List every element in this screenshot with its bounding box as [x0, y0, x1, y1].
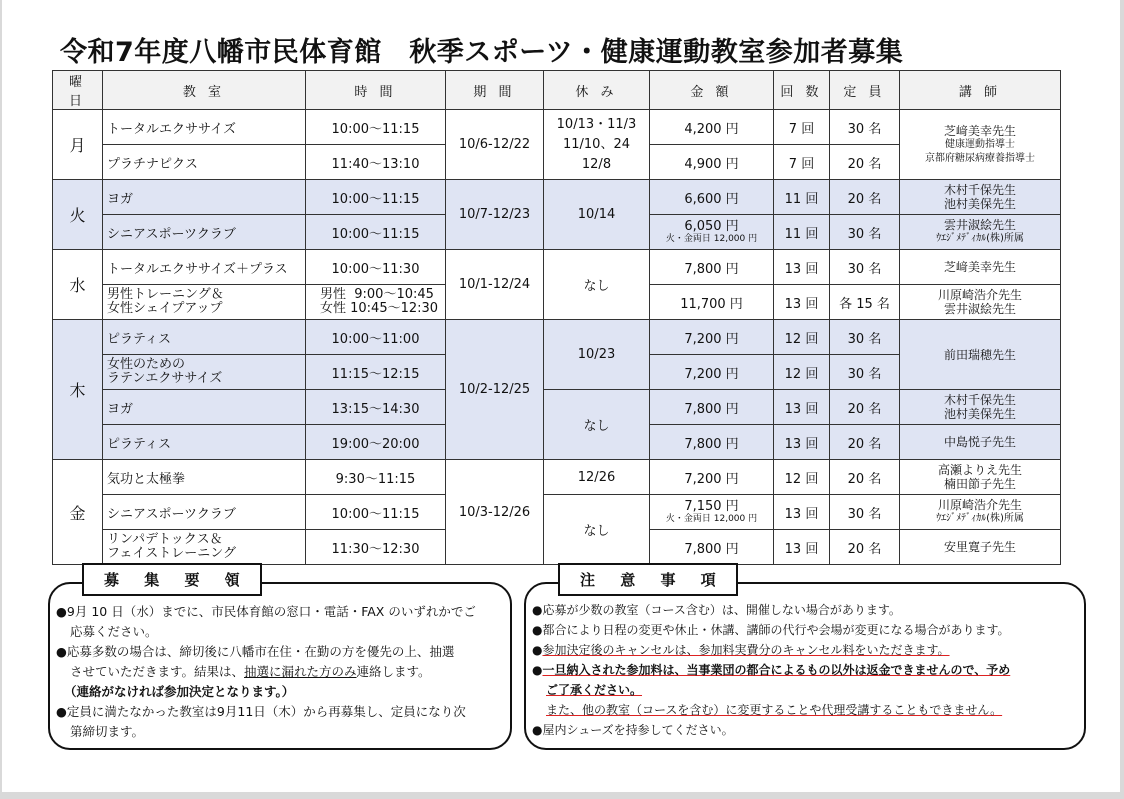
- table-row: [53, 495, 1061, 530]
- fee-cell: 7,200 円: [650, 355, 774, 390]
- instructor-cell: [900, 460, 1061, 495]
- capacity-cell: 30 名: [830, 110, 900, 145]
- holiday-cell: なし: [544, 390, 650, 460]
- instructor-name: 高瀬よりえ先生: [937, 463, 1022, 477]
- table-row: [53, 390, 1061, 425]
- class-cell: ヨガ: [103, 390, 306, 425]
- time-cell: 10:00～11:15: [306, 495, 446, 530]
- guideline-line: [56, 662, 476, 682]
- count-cell: 12 回: [774, 355, 830, 390]
- instructor-name: 芝﨑美幸先生: [943, 123, 1016, 138]
- holiday-cell: 10/14: [544, 180, 650, 250]
- count-cell: 13 回: [774, 495, 830, 530]
- note-line: ●応募が少数の教室（コース含む）は、開催しない場合があります。: [532, 603, 901, 617]
- instructor-note: 健康運動指導士: [945, 138, 1015, 150]
- instructor-cell: 芝﨑美幸先生: [900, 250, 1061, 285]
- class-cell: ピラティス: [103, 425, 306, 460]
- instructor-note: ｳｴｼﾞﾒﾃﾞｨｶﾙ(株)所属: [936, 233, 1024, 244]
- guideline-line: ●9月 10 日（水）までに、市民体育館の窓口・電話・FAX のいずれかでご: [56, 604, 476, 619]
- period-cell: 10/7-12/23: [446, 180, 544, 250]
- class-cell: 気功と太極拳: [103, 460, 306, 495]
- note-line: ご了承ください。: [546, 683, 643, 697]
- time-line: 男性 9:00～10:45: [320, 287, 434, 302]
- page-title: 令和7年度八幡市民体育館 秋季スポーツ・健康運動教室参加者募集: [60, 37, 904, 68]
- instructor-cell: [900, 285, 1061, 320]
- class-line: 女性シェイプアップ: [107, 301, 223, 316]
- count-cell: 13 回: [774, 390, 830, 425]
- instructor-cell: 安里寛子先生: [900, 530, 1061, 565]
- capacity-cell: 30 名: [830, 215, 900, 250]
- instructor-name: 楠田節子先生: [943, 477, 1016, 491]
- class-line: リンパデトックス＆: [107, 532, 223, 547]
- note-underlined: 参加決定後のキャンセルは、参加料実費分のキャンセル料をいただきます。: [542, 643, 950, 657]
- header-instructor: 講 師: [900, 71, 1061, 110]
- capacity-cell: 20 名: [830, 390, 900, 425]
- instructor-name: 池村美保先生: [943, 407, 1016, 421]
- holiday-line: 10/13・11/3: [556, 116, 637, 132]
- time-cell: 10:00～11:15: [306, 110, 446, 145]
- fee-cell: 6,600 円: [650, 180, 774, 215]
- guideline-line: 応募ください。: [70, 624, 158, 639]
- note-line: ●都合により日程の変更や休止・休講、講師の代行や会場が変更になる場合があります。: [532, 623, 1010, 637]
- time-cell: 9:30～11:15: [306, 460, 446, 495]
- note-line: ●屋内シューズを持参してください。: [532, 723, 734, 737]
- application-guidelines-text: [56, 602, 476, 742]
- table-row: [53, 250, 1061, 285]
- fee-cell: 4,200 円: [650, 110, 774, 145]
- note-line: [532, 660, 1010, 680]
- guideline-line: （連絡がなければ参加決定となります。）: [64, 684, 295, 699]
- day-cell: 金: [53, 460, 103, 565]
- holiday-cell: 12/26: [544, 460, 650, 495]
- instructor-cell: [900, 390, 1061, 425]
- fee-value: 7,150 円: [684, 499, 739, 514]
- instructor-cell: [900, 180, 1061, 215]
- note-line: また、他の教室（コースを含む）に変更することや代理受講することもできません。: [546, 703, 1003, 717]
- schedule-table: [52, 70, 1061, 565]
- period-cell: 10/3-12/26: [446, 460, 544, 565]
- instructor-name: 池村美保先生: [943, 197, 1016, 211]
- capacity-cell: 20 名: [830, 145, 900, 180]
- time-cell: 19:00～20:00: [306, 425, 446, 460]
- capacity-cell: 20 名: [830, 460, 900, 495]
- class-cell: ヨガ: [103, 180, 306, 215]
- table-row: [53, 180, 1061, 215]
- instructor-cell: 前田瑞穂先生: [900, 320, 1061, 390]
- class-cell: トータルエクササイズ＋プラス: [103, 250, 306, 285]
- instructor-name: 川原崎浩介先生: [937, 498, 1022, 512]
- capacity-cell: 20 名: [830, 180, 900, 215]
- note-bullet: ●: [532, 663, 543, 677]
- count-cell: 13 回: [774, 530, 830, 565]
- period-cell: 10/6-12/22: [446, 110, 544, 180]
- capacity-cell: 30 名: [830, 495, 900, 530]
- count-cell: 12 回: [774, 460, 830, 495]
- fee-note: 火・金両日 12,000 円: [665, 514, 758, 524]
- instructor-name: 雲井淑絵先生: [943, 302, 1016, 316]
- time-cell: 11:15～12:15: [306, 355, 446, 390]
- day-cell: 木: [53, 320, 103, 460]
- instructor-name: 木村千保先生: [943, 393, 1016, 407]
- note-bullet: ●: [532, 643, 543, 657]
- capacity-cell: 各 15 名: [830, 285, 900, 320]
- time-cell: 13:15～14:30: [306, 390, 446, 425]
- fee-value: 6,050 円: [684, 219, 739, 234]
- holiday-cell: 10/23: [544, 320, 650, 390]
- class-cell: ピラティス: [103, 320, 306, 355]
- holiday-cell: なし: [544, 250, 650, 320]
- notes-text: [532, 600, 1010, 740]
- time-cell: 11:30～12:30: [306, 530, 446, 565]
- header-period: 期 間: [446, 71, 544, 110]
- capacity-cell: 20 名: [830, 530, 900, 565]
- time-cell: [306, 285, 446, 320]
- table-row: [53, 110, 1061, 145]
- day-cell: 月: [53, 110, 103, 180]
- class-cell: [103, 355, 306, 390]
- table-row: [53, 460, 1061, 495]
- fee-cell: [650, 215, 774, 250]
- notes-title: 注 意 事 項: [558, 563, 738, 596]
- count-cell: 11 回: [774, 180, 830, 215]
- count-cell: 11 回: [774, 215, 830, 250]
- time-cell: 10:00～11:00: [306, 320, 446, 355]
- fee-note: 火・金両日 12,000 円: [665, 234, 758, 244]
- page: [2, 0, 1120, 792]
- holiday-cell: [544, 110, 650, 180]
- holiday-line: 11/10、24: [562, 136, 630, 152]
- time-cell: 10:00～11:30: [306, 250, 446, 285]
- capacity-cell: 30 名: [830, 250, 900, 285]
- fee-cell: 11,700 円: [650, 285, 774, 320]
- header-day: 曜 日: [53, 71, 103, 110]
- period-cell: 10/2-12/25: [446, 320, 544, 460]
- instructor-name: 川原崎浩介先生: [937, 288, 1022, 302]
- header-class: 教 室: [103, 71, 306, 110]
- guideline-text: させていただきます。結果は、: [70, 664, 245, 679]
- capacity-cell: 30 名: [830, 355, 900, 390]
- fee-cell: 7,200 円: [650, 320, 774, 355]
- count-cell: 13 回: [774, 285, 830, 320]
- guideline-line: ●応募多数の場合は、締切後に八幡市在住・在勤の方を優先の上、抽選: [56, 644, 455, 659]
- note-line: [532, 640, 1010, 660]
- instructor-note: 京都府糖尿病療養指導士: [925, 152, 1035, 164]
- header-time: 時 間: [306, 71, 446, 110]
- time-cell: 10:00～11:15: [306, 180, 446, 215]
- class-line: フェイストレーニング: [107, 546, 236, 561]
- count-cell: 13 回: [774, 250, 830, 285]
- holiday-cell: なし: [544, 495, 650, 565]
- application-guidelines-title: 募 集 要 領: [82, 563, 262, 596]
- fee-cell: [650, 495, 774, 530]
- count-cell: 12 回: [774, 320, 830, 355]
- instructor-cell: [900, 495, 1061, 530]
- count-cell: 7 回: [774, 110, 830, 145]
- class-line: ラテンエクササイズ: [107, 371, 223, 386]
- class-cell: シニアスポーツクラブ: [103, 215, 306, 250]
- table-row: [53, 320, 1061, 355]
- fee-cell: 4,900 円: [650, 145, 774, 180]
- fee-cell: 7,200 円: [650, 460, 774, 495]
- count-cell: 13 回: [774, 425, 830, 460]
- instructor-cell: 中島悦子先生: [900, 425, 1061, 460]
- header-count: 回 数: [774, 71, 830, 110]
- day-cell: 火: [53, 180, 103, 250]
- class-cell: プラチナピクス: [103, 145, 306, 180]
- instructor-note: ｳｴｼﾞﾒﾃﾞｨｶﾙ(株)所属: [936, 513, 1024, 524]
- fee-cell: 7,800 円: [650, 425, 774, 460]
- time-cell: 11:40～13:10: [306, 145, 446, 180]
- time-cell: 10:00～11:15: [306, 215, 446, 250]
- guideline-line: ●定員に満たなかった教室は9月11日（木）から再募集し、定員になり次: [56, 704, 466, 719]
- class-line: 男性トレーニング＆: [107, 287, 224, 302]
- fee-cell: 7,800 円: [650, 250, 774, 285]
- class-cell: トータルエクササイズ: [103, 110, 306, 145]
- class-cell: シニアスポーツクラブ: [103, 495, 306, 530]
- header-capacity: 定 員: [830, 71, 900, 110]
- day-cell: 水: [53, 250, 103, 320]
- note-underlined: 一旦納入された参加料は、当事業団の都合によるもの以外は返金できませんので、予め: [542, 663, 1011, 677]
- guideline-text: 連絡します。: [356, 664, 431, 679]
- table-header: [53, 71, 1061, 110]
- class-cell: [103, 530, 306, 565]
- guideline-line: 第締切ます。: [70, 724, 145, 739]
- period-cell: 10/1-12/24: [446, 250, 544, 320]
- header-fee: 金 額: [650, 71, 774, 110]
- header-holiday: 休 み: [544, 71, 650, 110]
- fee-cell: 7,800 円: [650, 390, 774, 425]
- instructor-name: 雲井淑絵先生: [943, 218, 1016, 232]
- class-line: 女性のための: [107, 357, 186, 372]
- capacity-cell: 20 名: [830, 425, 900, 460]
- holiday-line: 12/8: [581, 156, 612, 172]
- count-cell: 7 回: [774, 145, 830, 180]
- class-cell: [103, 285, 306, 320]
- capacity-cell: 30 名: [830, 320, 900, 355]
- guideline-underlined: 抽選に漏れた方のみ: [244, 664, 357, 679]
- instructor-cell: [900, 110, 1061, 180]
- instructor-name: 木村千保先生: [943, 183, 1016, 197]
- instructor-cell: [900, 215, 1061, 250]
- time-line: 女性 10:45～12:30: [320, 301, 439, 316]
- fee-cell: 7,800 円: [650, 530, 774, 565]
